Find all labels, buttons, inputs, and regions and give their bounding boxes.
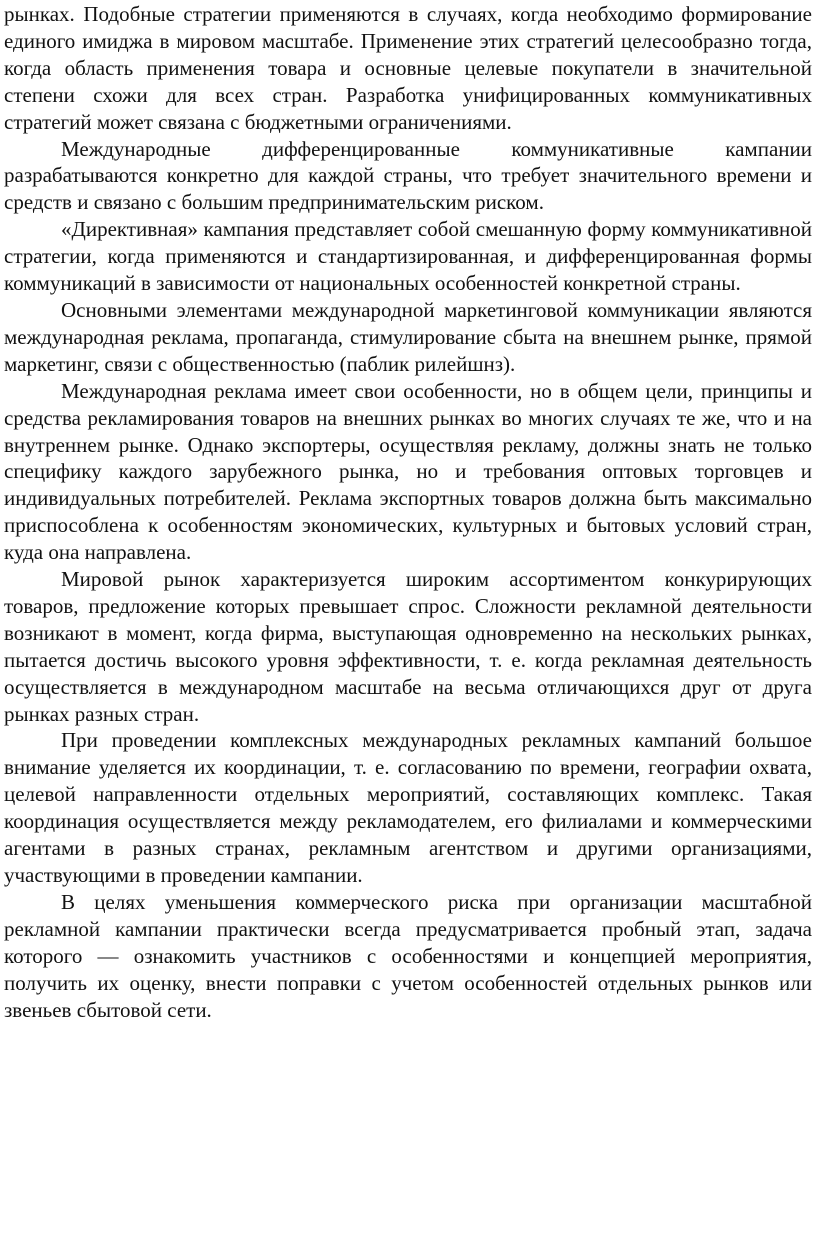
paragraph-directive-campaign: «Директивная» кампания представляет собой смешанную форму коммуникативной стратегии, когда применяются и стандартизированная, и дифференцированная формы коммуникаций в зависимости от национальных особенностей конкретной страны. (4, 217, 812, 296)
paragraph-campaign-coordination: При проведении комплексных международных рекламных кампаний большое внимание уделяется их координации, т. е. согласованию по времени, географии охвата, целевой направленности отдельных мероприятий, составляющих комплекс. Такая координация осуществляется между рекламодателем, его филиалами и коммерческими агентами в разных странах, рекламным агентством и другими организациями, участвующими в проведении кампании. (4, 728, 812, 887)
paragraph-communication-elements: Основными элементами международной маркетинговой коммуникации являются международная реклама, пропаганда, стимулирование сбыта на внешнем рынке, прямой маркетинг, связи с общественностью (паблик рилейшнз). (4, 297, 812, 376)
paragraph-pilot-stage: В целях уменьшения коммерческого риска при организации масштабной рекламной кампании практически всегда предусматривается пробный этап, задача которого — ознакомить участников с особенностями и концепцией мероприятия, получить их оценку, внести поправки с учетом особенностей отдельных рынков или звеньев сбытовой сети. (4, 889, 812, 1022)
document-page (4, 1, 812, 1023)
paragraph-world-market: Мировой рынок характеризуется широким ассортиментом конкурирующих товаров, предложение которых превышает спрос. Сложности рекламной деятельности возникают в момент, когда фирма, выступающая одновременно на нескольких рынках, пытается достичь высокого уровня эффективности, т. е. когда рекламная деятельность осуществляется в международном масштабе на весьма отличающихся друг от друга рынках разных стран. (4, 567, 812, 726)
paragraph-continuation: рынках. Подобные стратегии применяются в случаях, когда необходимо формирование единого имиджа в мировом масштабе. Применение этих стратегий целесообразно тогда, когда область применения товара и основные целевые покупатели в значительной степени схожи для всех стран. Разработка унифицированных коммуникативных стратегий может связана с бюджетными ограничениями. (4, 2, 812, 134)
paragraph-differentiated-campaigns: Международные дифференцированные коммуникативные кампании разрабатываются конкретно для каждой страны, что требует значительного времени и средств и связано с большим предпринимательским риском. (4, 136, 812, 215)
paragraph-international-advertising: Международная реклама имеет свои особенности, но в общем цели, принципы и средства рекламирования товаров на внешних рынках во многих случаях те же, что и на внутреннем рынке. Однако экспортеры, осуществляя рекламу, должны знать не только специфику каждого зарубежного рынка, но и требования оптовых торговцев и индивидуальных потребителей. Реклама экспортных товаров должна быть максимально приспособлена к особенностям экономических, культурных и бытовых условий стран, куда она направлена. (4, 378, 812, 565)
